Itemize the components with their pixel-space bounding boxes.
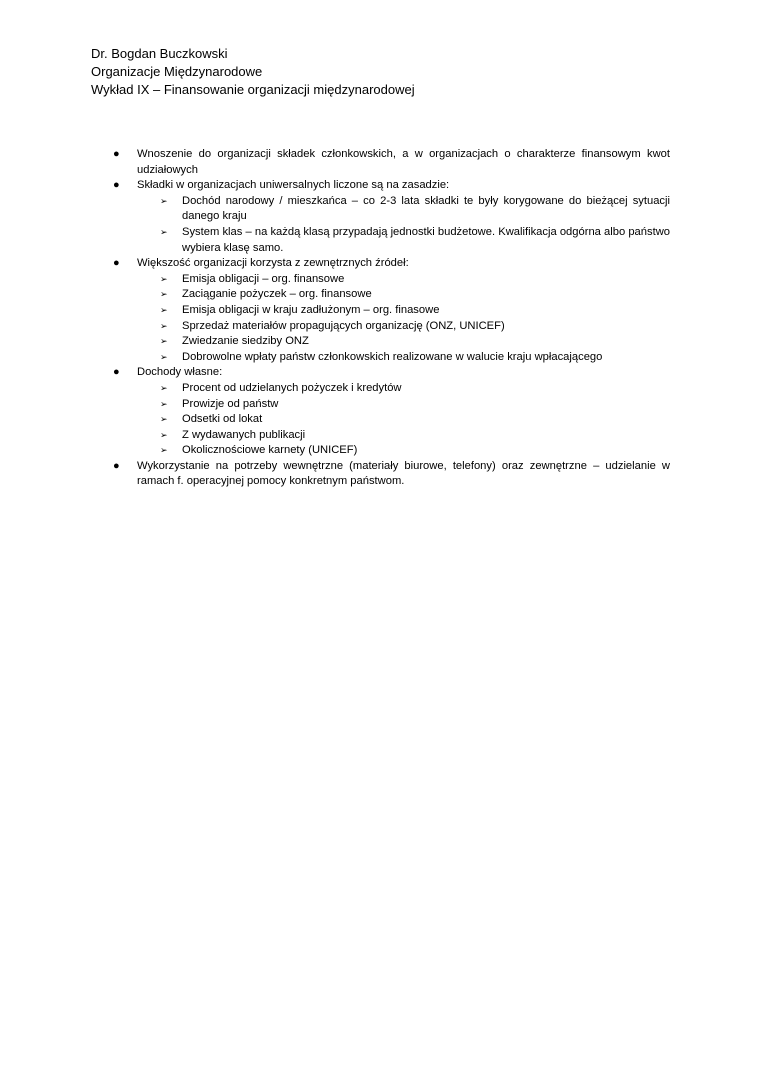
list-item-text: Wykorzystanie na potrzeby wewnętrzne (materiały biurowe, telefony) oraz zewnętrzne – udzielanie w ramach f. operacyjnej pomocy konkretnym państwom. (137, 459, 670, 488)
list-item (113, 147, 670, 178)
bullet-icon: ● (113, 366, 120, 379)
sub-list-item-text: Okolicznościowe karnety (UNICEF) (182, 444, 358, 457)
list-item-text: Wnoszenie do organizacji składek członkowskich, a w organizacjach o charakterze finansowym kwot udziałowych (137, 148, 670, 176)
sub-list-item (113, 287, 670, 303)
list-item-text: Składki w organizacjach uniwersalnych liczone są na zasadzie: (137, 179, 450, 192)
sub-list-item (113, 381, 670, 397)
bullet-icon: ● (113, 459, 120, 472)
arrow-icon: ➢ (160, 195, 168, 206)
sub-list-item-text: Z wydawanych publikacji (182, 428, 306, 441)
lecture-title: Wykład IX – Finansowanie organizacji międzynarodowej (91, 82, 415, 97)
sub-list-item-text: Dobrowolne wpłaty państw członkowskich realizowane w walucie kraju wpłacającego (182, 350, 603, 363)
sub-list-item-text: Odsetki od lokat (182, 413, 263, 426)
list-item (113, 256, 670, 272)
arrow-icon: ➢ (160, 226, 168, 237)
list-item (113, 365, 670, 381)
bullet-icon: ● (113, 148, 120, 160)
arrow-icon: ➢ (160, 445, 168, 456)
sub-list-item (113, 194, 670, 225)
arrow-icon: ➢ (160, 398, 168, 409)
list-item (113, 178, 670, 194)
sub-list-item-text: Prowizje od państw (182, 397, 279, 410)
list-item-text: Dochody własne: (137, 366, 223, 379)
course-line: Organizacje Międzynarodowe (91, 64, 263, 79)
arrow-icon: ➢ (160, 289, 168, 300)
sub-list-item-text: Zaciąganie pożyczek – org. finansowe (182, 288, 372, 301)
sub-list-item (113, 319, 670, 335)
sub-list-item-text: Zwiedzanie siedziby ONZ (182, 335, 309, 348)
list-item-text: Większość organizacji korzysta z zewnętrznych źródeł: (137, 257, 409, 270)
sub-list-item (113, 350, 670, 366)
bullet-icon: ● (113, 257, 120, 270)
arrow-icon: ➢ (160, 320, 168, 331)
arrow-icon: ➢ (160, 273, 168, 284)
sub-list-item (113, 412, 670, 428)
arrow-icon: ➢ (160, 429, 168, 440)
arrow-icon: ➢ (160, 351, 168, 362)
arrow-icon: ➢ (160, 414, 168, 425)
sub-list-item (113, 397, 670, 413)
sub-list-item (113, 428, 670, 444)
sub-list-item (113, 225, 670, 256)
sub-list-item-text: Procent od udzielanych pożyczek i kredytów (182, 381, 402, 394)
document-header (91, 45, 415, 99)
sub-list-item (113, 443, 670, 459)
sub-list-item-text: System klas – na każdą klasą przypadają jednostki budżetowe. Kwalifikacja odgórna albo państwo wybiera klasę samo. (182, 225, 670, 254)
bullet-list (113, 147, 670, 490)
sub-list-item (113, 272, 670, 288)
author-line: Dr. Bogdan Buczkowski (91, 46, 228, 61)
sub-list-item-text: Emisja obligacji w kraju zadłużonym – org. finasowe (182, 303, 440, 316)
sub-list-item-text: Emisja obligacji – org. finansowe (182, 272, 345, 285)
sub-list-item (113, 334, 670, 350)
bullet-icon: ● (113, 179, 120, 192)
arrow-icon: ➢ (160, 382, 168, 393)
arrow-icon: ➢ (160, 336, 168, 347)
sub-list-item-text: Dochód narodowy / mieszkańca – co 2-3 lata składki te były korygowane do bieżącej sytuacji danego kraju (182, 194, 670, 223)
sub-list-item-text: Sprzedaż materiałów propagujących organizację (ONZ, UNICEF) (182, 319, 505, 332)
list-item (113, 459, 670, 490)
arrow-icon: ➢ (160, 304, 168, 315)
sub-list-item (113, 303, 670, 319)
